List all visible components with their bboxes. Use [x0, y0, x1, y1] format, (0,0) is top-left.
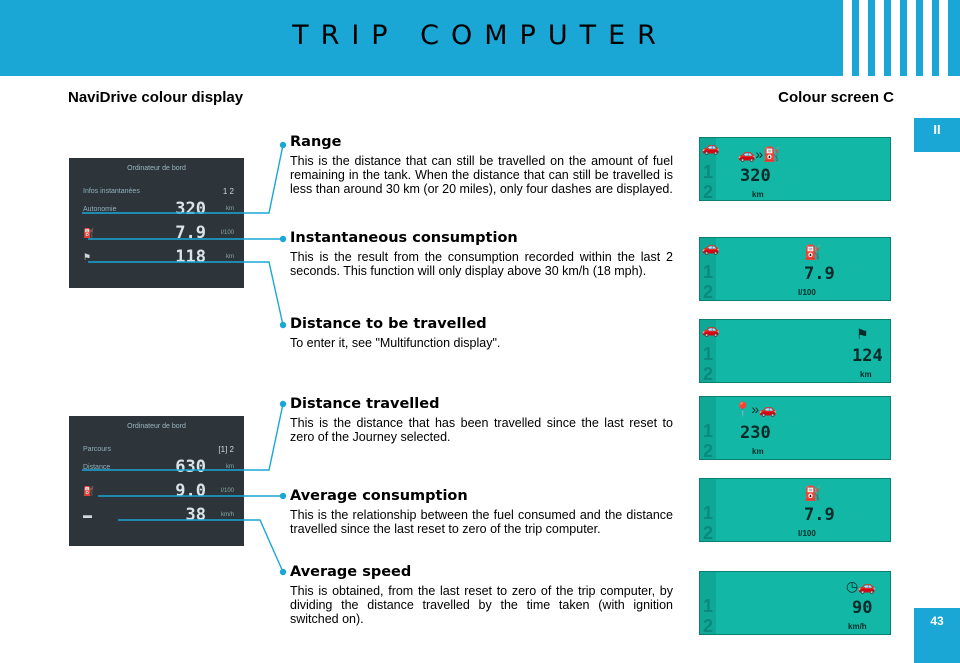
clock-car-icon: ◷🚗 [846, 578, 876, 594]
photo-title: Ordinateur de bord [127, 165, 186, 172]
photo-row-unit: km/h [220, 512, 234, 518]
block-distance-to-travel [290, 316, 673, 350]
screen-range [699, 137, 891, 201]
photo-row-unit: km [226, 254, 234, 260]
header-stripe [843, 0, 852, 76]
page-title: TRIP COMPUTER [292, 20, 668, 51]
block-average-speed [290, 564, 673, 626]
header-stripe [891, 0, 900, 76]
block-instantaneous-consumption [290, 230, 673, 278]
screen-unit: km [752, 190, 764, 199]
screen-value: 7.9 [804, 505, 835, 525]
block-title: Range [290, 134, 342, 150]
photo-row-value: 7.9 [175, 223, 206, 243]
screen-unit: l/100 [798, 529, 816, 538]
fuel-pump-icon: ⛽ [83, 485, 95, 496]
screen-distance-travelled [699, 396, 891, 460]
screen-line-number: 1 [703, 344, 714, 364]
fuel-pump-icon: ⛽ [804, 244, 822, 260]
screen-unit: km [752, 447, 764, 456]
photo-row-value: 630 [175, 457, 206, 477]
header-stripe [859, 0, 868, 76]
block-title: Distance to be travelled [290, 316, 487, 332]
photo-row-label: Distance [83, 463, 111, 471]
screen-line-number: 1 [703, 503, 714, 523]
car-icon: 🚗 [702, 139, 720, 155]
car-icon: 🚗 [702, 239, 720, 255]
photo-row-label: Parcours [83, 445, 112, 453]
block-title: Distance travelled [290, 396, 440, 412]
screen-value: 7.9 [804, 264, 835, 284]
flag-icon: ⚑ [83, 251, 92, 262]
photo-row-unit: km [226, 464, 234, 470]
car-icon: ▬ [83, 510, 92, 520]
screen-unit: km [860, 370, 872, 379]
photo-row-unit: l/100 [220, 488, 234, 494]
photo-row-label: Infos instantanées [83, 187, 140, 195]
navidrive-photo-journey [69, 416, 244, 546]
header-stripe [875, 0, 884, 76]
block-average-consumption [290, 488, 673, 536]
right-section-heading: Colour screen C [778, 89, 894, 106]
screen-average-speed [699, 571, 891, 635]
screen-line-number: 1 [703, 421, 714, 441]
photo-row [83, 456, 234, 478]
header-stripes [843, 0, 948, 76]
photo-row [83, 246, 234, 268]
page-header [0, 0, 960, 76]
screen-line-number: 2 [703, 523, 714, 542]
block-text: This is obtained, from the last reset to zero of the trip computer, by dividing the distance travelled by the time taken (with ignition switched on). [290, 584, 673, 626]
fuel-pump-icon: ⛽ [804, 485, 822, 501]
screen-value: 230 [740, 423, 771, 443]
block-title: Instantaneous consumption [290, 230, 518, 246]
block-text: To enter it, see "Multifunction display". [290, 336, 501, 350]
screen-distance-to-travel [699, 319, 891, 383]
block-title: Average speed [290, 564, 412, 580]
photo-row [83, 198, 234, 220]
screen-line-number: 1 [703, 162, 714, 182]
screen-average-consumption [699, 478, 891, 542]
screen-line-number: 2 [703, 441, 714, 460]
photo-row-value: 320 [175, 199, 206, 219]
photo-row-unit: l/100 [220, 230, 234, 236]
screen-line-number: 2 [703, 364, 714, 383]
page-number: 43 [914, 608, 960, 663]
car-to-pump-icon: 🚗»⛽ [738, 146, 781, 162]
screen-unit: l/100 [798, 288, 816, 297]
header-stripe [923, 0, 932, 76]
photo-row-value: 38 [185, 505, 206, 525]
block-range [290, 134, 673, 196]
header-stripe [939, 0, 948, 76]
fuel-pump-icon: ⛽ [83, 227, 95, 238]
photo-row-value: 9.0 [175, 481, 206, 501]
photo-row-unit: km [226, 206, 234, 212]
block-text: This is the distance that has been travelled since the last reset to zero of the Journey selected. [290, 416, 673, 444]
screen-line-number: 2 [703, 282, 714, 301]
screen-line-number: 2 [703, 616, 714, 635]
photo-row-selector: 1 2 [222, 186, 234, 196]
photo-row-value: 118 [175, 247, 206, 267]
header-stripe [907, 0, 916, 76]
photo-row [83, 480, 234, 502]
screen-line-number: 1 [703, 596, 714, 616]
screen-line-number: 1 [703, 262, 714, 282]
photo-title: Ordinateur de bord [127, 423, 186, 430]
navidrive-photo-instant [69, 158, 244, 288]
chequered-flag-icon: ⚑ [856, 326, 869, 342]
screen-unit: km/h [848, 622, 867, 631]
block-title: Average consumption [290, 488, 468, 504]
screen-value: 124 [852, 346, 883, 366]
screen-line-number: 2 [703, 182, 714, 201]
screen-value: 90 [852, 598, 873, 618]
photo-row [83, 504, 234, 526]
photo-row-selector: [1] 2 [218, 444, 234, 454]
screen-instant-consumption [699, 237, 891, 301]
block-text: This is the result from the consumption recorded within the last 2 seconds. This function will only display above 30 km/h (18 mph). [290, 250, 673, 278]
photo-row-label: Autonomie [83, 205, 117, 213]
block-text: This is the distance that can still be travelled on the amount of fuel remaining in the tank. When the distance that can still be travelled is less than around 30 km (or 20 miles), only four dashes are displayed. [290, 154, 673, 196]
screen-value: 320 [740, 166, 771, 186]
block-text: This is the relationship between the fuel consumed and the distance travelled since the last reset to zero of the trip computer. [290, 508, 673, 536]
photo-row [83, 222, 234, 244]
left-section-heading: NaviDrive colour display [68, 89, 244, 106]
block-distance-travelled [290, 396, 673, 444]
pin-to-car-icon: 📍»🚗 [734, 401, 777, 417]
chapter-tab: II [914, 118, 960, 152]
car-icon: 🚗 [702, 321, 720, 337]
